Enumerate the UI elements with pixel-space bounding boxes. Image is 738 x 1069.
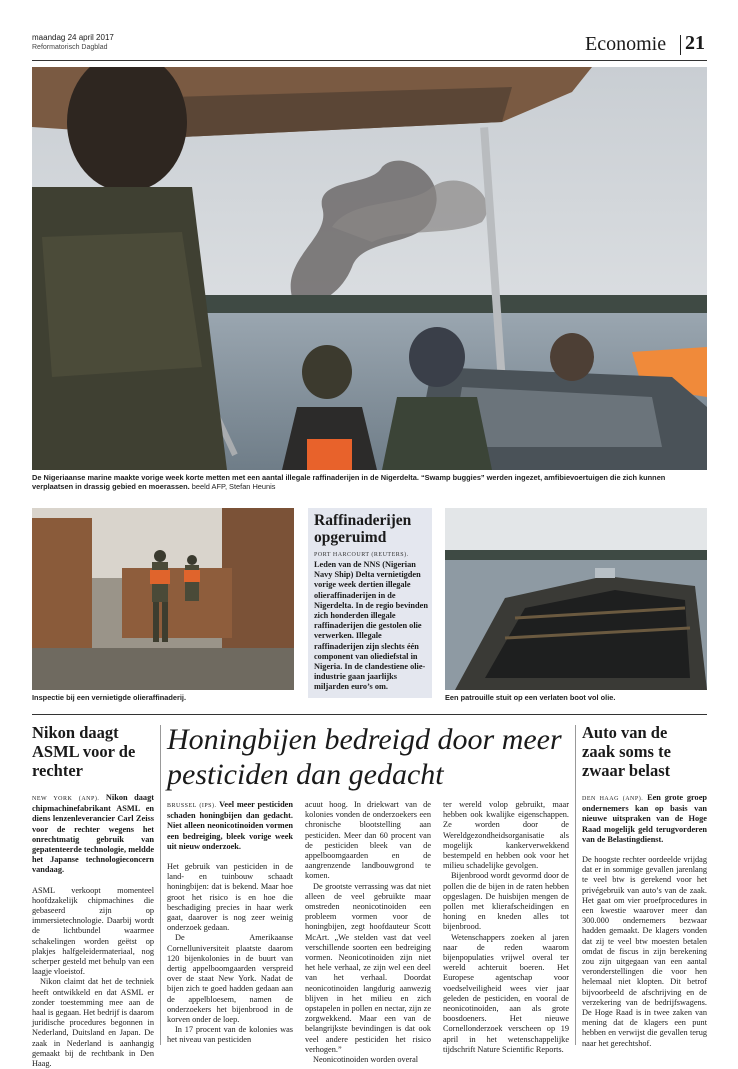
- main-photo: [32, 67, 707, 470]
- bees-paragraph: De Amerikaanse Cornelluniversiteit plaatste daarom 120 bijenkolonies in de buurt van dertig appelboomgaarden verspreid over de staat New York. Nadat de bijen zich te goed hadden gedaan aan de appelbloesem, namen de onderzoekers het bijenbrood in de korven onder de loep.: [167, 933, 293, 1025]
- column-divider: [575, 725, 576, 1045]
- left-photo-caption: Inspectie bij een vernietigde olieraffinaderij.: [32, 693, 187, 702]
- header-date: maandag 24 april 2017: [32, 33, 114, 42]
- auto-dateline: DEN HAAG (ANP).: [582, 796, 644, 802]
- right-photo-caption: Een patrouille stuit op een verlaten boot vol olie.: [445, 693, 616, 702]
- feature-box-dateline: PORT HARCOURT (REUTERS).: [314, 552, 409, 558]
- articles-rule: [32, 714, 707, 715]
- header-separator: [680, 35, 681, 55]
- auto-article-body: [582, 793, 707, 1049]
- header-paper-name: Reformatorisch Dagblad: [32, 44, 108, 51]
- main-photo-caption: [32, 473, 707, 491]
- bees-paragraph: Neonicotinoiden worden overal: [313, 1055, 419, 1065]
- bees-paragraph: acuut hoog. In driekwart van de kolonies vonden de onderzoekers een chronische blootstelling aan pesticiden. Meer dan 60 procent van de pesticiden bleek van de appelboomgaarden en de aangrenzende landbouwgrond te komen.: [305, 800, 431, 881]
- asml-article-body: [32, 793, 154, 1069]
- feature-box-title: Raffinaderijen opgeruimd: [314, 512, 412, 546]
- header-rule: [32, 60, 707, 61]
- asml-dateline: NEW YORK (ANP).: [32, 796, 100, 802]
- auto-paragraph: De hoogste rechter oordeelde vrijdag dat er in sommige gevallen jarenlang te veel btw is gerekend voor het privégebruik van auto’s van de zaak. Het gaat om vier proefprocedures in een kwestie waarover meer dan 300.000 ondernemers bezwaar hadden gemaakt. De klagers vonden dat zij te veel btw moesten betalen omdat de fiscus in zijn berekening zou zijn uitgegaan van een aantal veronderstellingen die voor hen helemaal niet klopten. Dit betrof bijvoorbeeld de afschrijving en de verzekering van de bedrijfswagens. De Hoge Raad is in twee zaken van mening dat de klagers een punt hebben en verwijst die gevallen terug naar het gerechtshof.: [582, 855, 707, 1048]
- bees-paragraph: Bijenbrood wordt gevormd door de pollen die de bijen in de raten hebben opgeslagen. De huisbijen mengen de pollen met klierafscheidingen en honing en kneden alles tot bijenbrood.: [443, 871, 569, 932]
- bees-paragraph: In 17 procent van de kolonies was het niveau van pesticiden: [167, 1025, 293, 1045]
- main-photo-illustration: [32, 67, 707, 470]
- auto-headline: Auto van de zaak soms te zwaar belast: [582, 723, 671, 780]
- column-divider: [160, 725, 161, 1045]
- left-photo-illustration: [32, 508, 294, 690]
- bees-paragraph: Het gebruik van pesticiden in de land- en tuinbouw schaadt honingbijen: dat is bekend. Maar hoe groot het risico is en hoe die beschadiging precies in haar werk gaat, daarover is nog zeer weinig onderzoek gedaan.: [167, 862, 293, 933]
- feature-box-text: Leden van de NNS (Nigerian Navy Ship) Delta vernietigden vorige week dertien illegale olieraffinaderijen in de Nigerdelta. In de regio bevinden zich honderden illegale raffinaderijen die gestolen olie verwerken. Illegale raffinaderijen zijn slechts één component van oliediefstal in Nigeria. In de clandestiene olie-industrie gaan jaarlijks miljarden euro’s om.: [314, 560, 428, 692]
- left-photo: [32, 508, 294, 690]
- section-title: Economie: [585, 33, 667, 55]
- right-photo: [445, 508, 707, 690]
- asml-intro: Nikon daagt chipmachinefabrikant ASML en diens lenzenleverancier Carl Zeiss voor de rechter wegens het onrechtmatig gebruik van gepatenteerde technologie, meldde het Japanse technologieconcern vandaag.: [32, 793, 154, 875]
- main-photo-caption-text: De Nigeriaanse marine maakte vorige week korte metten met een aantal illegale raffinaderijen in de Nigerdelta. “Swamp buggies” werden ingezet, amfibievoertuigen die zich kunnen verplaatsen in drassig gebied en moerassen.: [32, 473, 666, 491]
- page-number: 21: [685, 32, 705, 54]
- bees-paragraph: De grootste verrassing was dat niet alleen de veel gebruikte maar omstreden neonicotinoiden een probleem vormen voor de honingbijen, zegt hoofdauteur Scott McArt. „We stelden vast dat veel verschillende soorten een bedreiging vormen. Neonicotinoiden zijn niet het hele verhaal, ze zijn wel een deel van het verhaal. Doordat neonicotinoiden langdurig aanwezig blijven in het milieu en zich opstapelen in pollen en nectar, zijn ze zorgwekkend. Maar een van de belangrijkste bevindingen is dat ook veel andere pesticiden het risico verhogen.”: [305, 881, 431, 1054]
- bees-paragraph: Wetenschappers zoeken al jaren naar de reden waarom bijenpopulaties vrijwel overal ter wereld achteruit boeren. Het Europese agentschap voor voedselveiligheid wees vier jaar geleden de pesticiden, en vooral de neonicotinoiden, aan als grote boosdoeners. Het nieuwe Cornellonderzoek verscheen op 19 april in het wetenschappelijke tijdschrift Nature Scientific Reports.: [443, 932, 569, 1054]
- bees-paragraph: ter wereld volop gebruikt, maar hebben ook kwalijke eigenschappen. Ze worden door de Wereldgezondheidsorganisatie als mogelijk kankerverwekkend bestempeld en hebben ook voor het milieu schadelijke gevolgen.: [443, 800, 569, 871]
- auto-intro: Een grote groep ondernemers kan op basis van nieuwe uitspraken van de Hoge Raad mogelijk geld terugvorderen van de Belastingdienst.: [582, 793, 708, 844]
- asml-paragraph: ASML verkoopt momenteel hoofdzakelijk chipmachines die gebaseerd zijn op immersietechnologie. Daarbij wordt de lichtbundel waarmee schakelingen worden geëtst op plakjes halfgeleidermateriaal, nog scherper gesteld met behulp van een laagje vloeistof.: [32, 885, 154, 977]
- bees-column-3: [443, 800, 569, 1055]
- main-photo-credit: beeld AFP, Stefan Heunis: [191, 482, 276, 491]
- bees-column-2: [305, 800, 431, 1065]
- bees-headline: Honingbijen bedreigd door meer pesticiden dan gedacht: [167, 723, 562, 791]
- asml-paragraph: Nikon claimt dat het de techniek heeft ontwikkeld en dat ASML er zonder toestemming mee aan de haal is gegaan. Het bedrijf is daarom juridische procedures begonnen in Nederland, Duitsland en Japan. De zaak in Nederland is aanhangig gemaakt bij de rechtbank in Den Haag.: [32, 977, 154, 1069]
- bees-column-1: [167, 800, 293, 1046]
- right-photo-illustration: [445, 508, 707, 690]
- asml-headline: Nikon daagt ASML voor de rechter: [32, 723, 136, 780]
- bees-dateline: BRUSSEL (IPS).: [167, 803, 217, 809]
- bees-intro: Veel meer pesticiden schaden honingbijen dan gedacht. Niet alleen neonicotinoiden vormen een bedreiging, bleek vorige week uit nieuw onderzoek.: [167, 800, 293, 851]
